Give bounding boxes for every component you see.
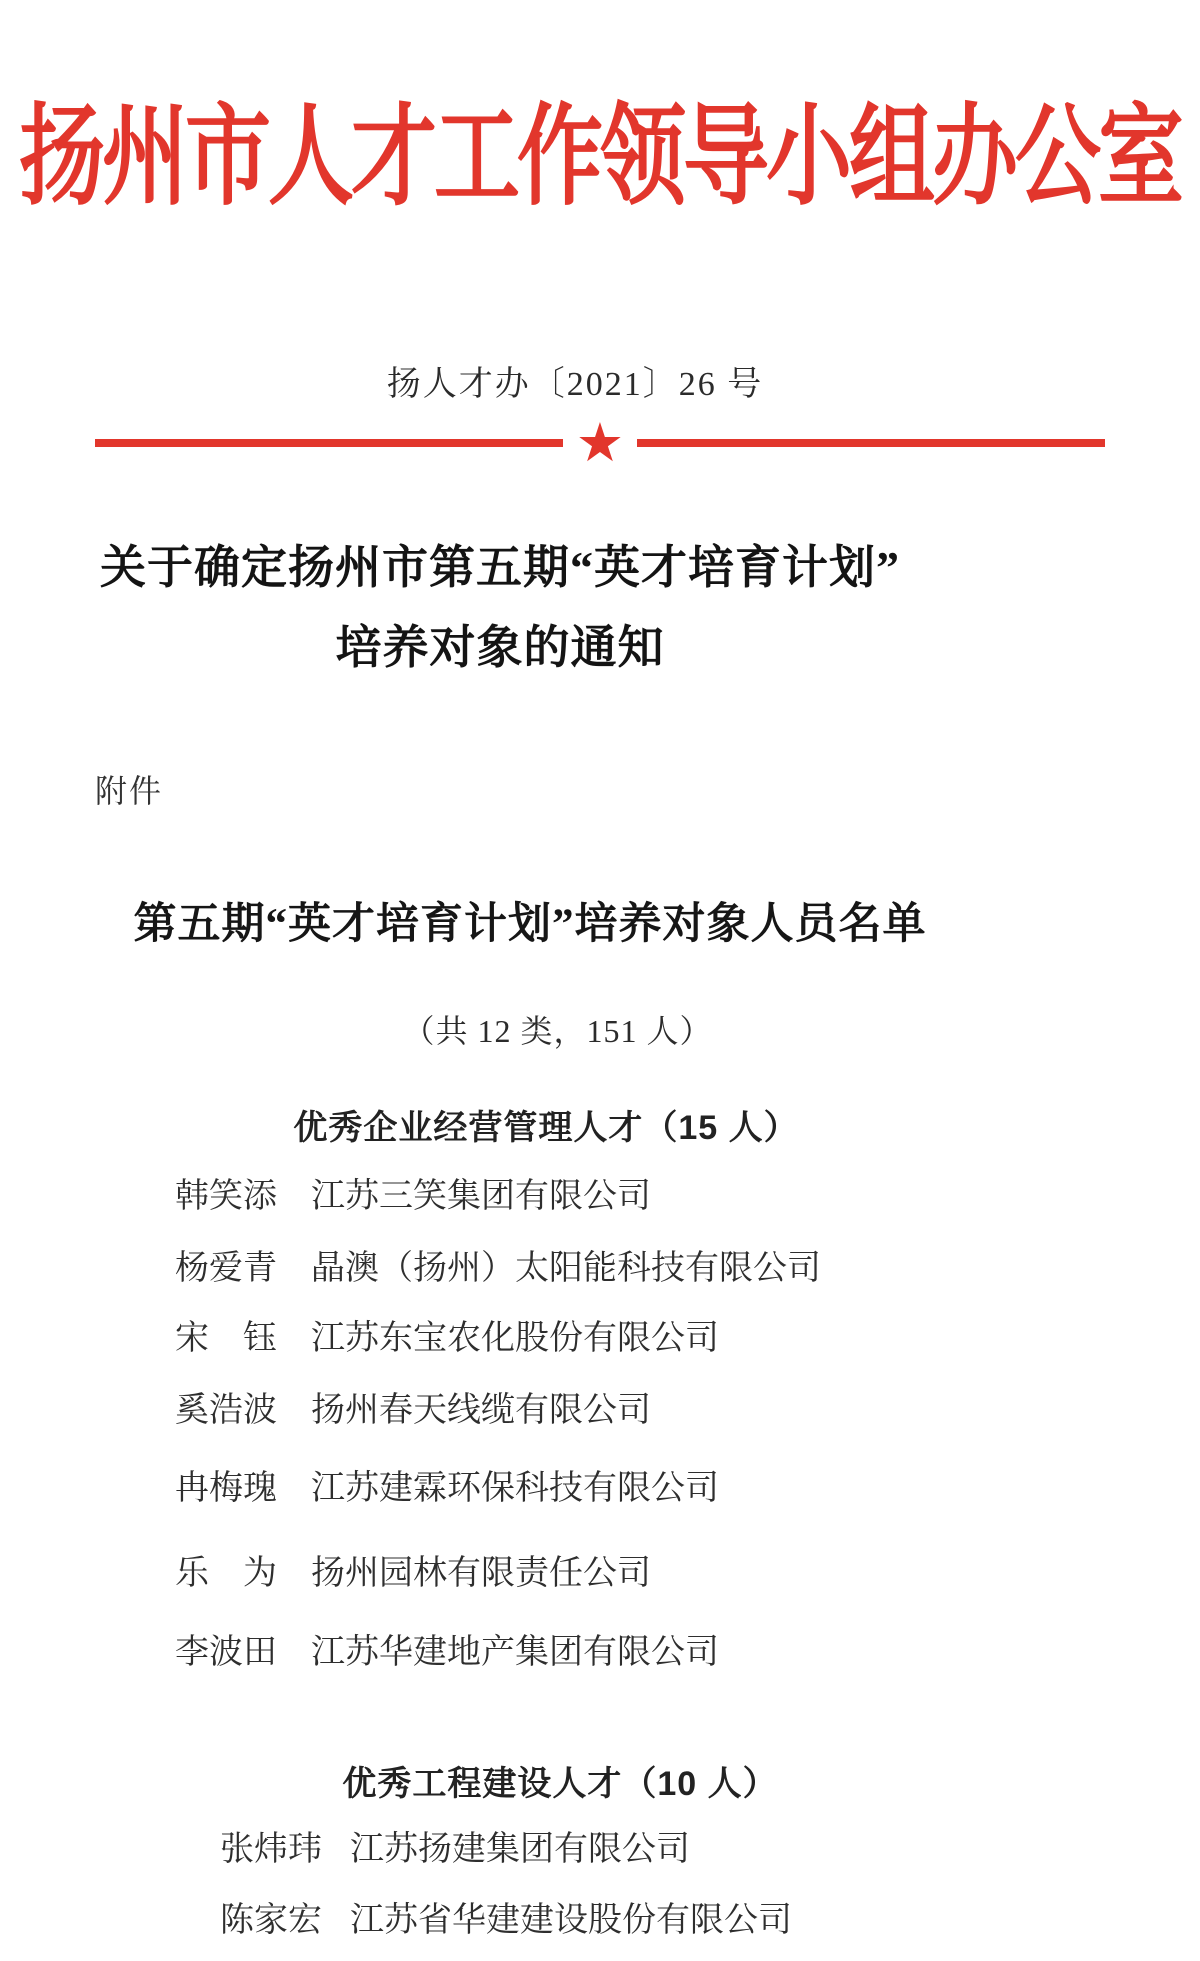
red-letterhead-title: 扬州市人才工作领导小组办公室 [19,95,1181,219]
person-name: 冉梅瑰 [175,1470,277,1507]
company-name: 江苏三笑集团有限公司 [311,1178,651,1215]
section-heading-construction-talent: 优秀工程建设人才（10 人） [342,1765,778,1803]
person-name: 韩笑添 [175,1178,277,1215]
list-item [175,1317,719,1361]
list-title: 第五期“英才培育计划”培养对象人员名单 [133,901,927,948]
person-name: 陈家宏 [220,1902,322,1939]
person-name: 李波田 [175,1634,277,1671]
notice-title-line2: 培养对象的通知 [335,622,665,673]
person-name: 张炜玮 [220,1831,322,1868]
document-number: 扬人才办〔2021〕26 号 [386,366,764,403]
company-name: 江苏东宝农化股份有限公司 [311,1320,719,1357]
notice-title-line1: 关于确定扬州市第五期“英才培育计划” [100,542,900,593]
section-heading-management-talent: 优秀企业经营管理人才（15 人） [293,1109,799,1147]
list-item [175,1467,719,1511]
list-item [175,1389,651,1433]
list-item [175,1631,719,1675]
list-item [175,1175,651,1219]
list-item [175,1552,651,1596]
person-name: 乐 为 [175,1555,277,1592]
person-name: 杨爱青 [175,1250,277,1287]
notice-title [0,528,1000,688]
list-item [220,1828,690,1872]
list-item [220,1899,792,1943]
company-name: 江苏省华建建设股份有限公司 [350,1902,792,1939]
person-name: 奚浩波 [175,1392,277,1429]
company-name: 江苏扬建集团有限公司 [350,1831,690,1868]
attachment-label: 附件 [95,773,164,809]
list-summary: （共 12 类，151 人） [402,1013,713,1049]
company-name: 扬州春天线缆有限公司 [311,1392,651,1429]
person-name: 宋 钰 [175,1320,277,1357]
company-name: 晶澳（扬州）太阳能科技有限公司 [311,1250,821,1287]
list-item [175,1247,821,1291]
divider-line-left [95,439,563,447]
star-icon: ★ [575,411,625,474]
company-name: 扬州园林有限责任公司 [311,1555,651,1592]
company-name: 江苏建霖环保科技有限公司 [311,1470,719,1507]
divider-line-right [637,439,1105,447]
red-divider [95,410,1105,476]
company-name: 江苏华建地产集团有限公司 [311,1634,719,1671]
